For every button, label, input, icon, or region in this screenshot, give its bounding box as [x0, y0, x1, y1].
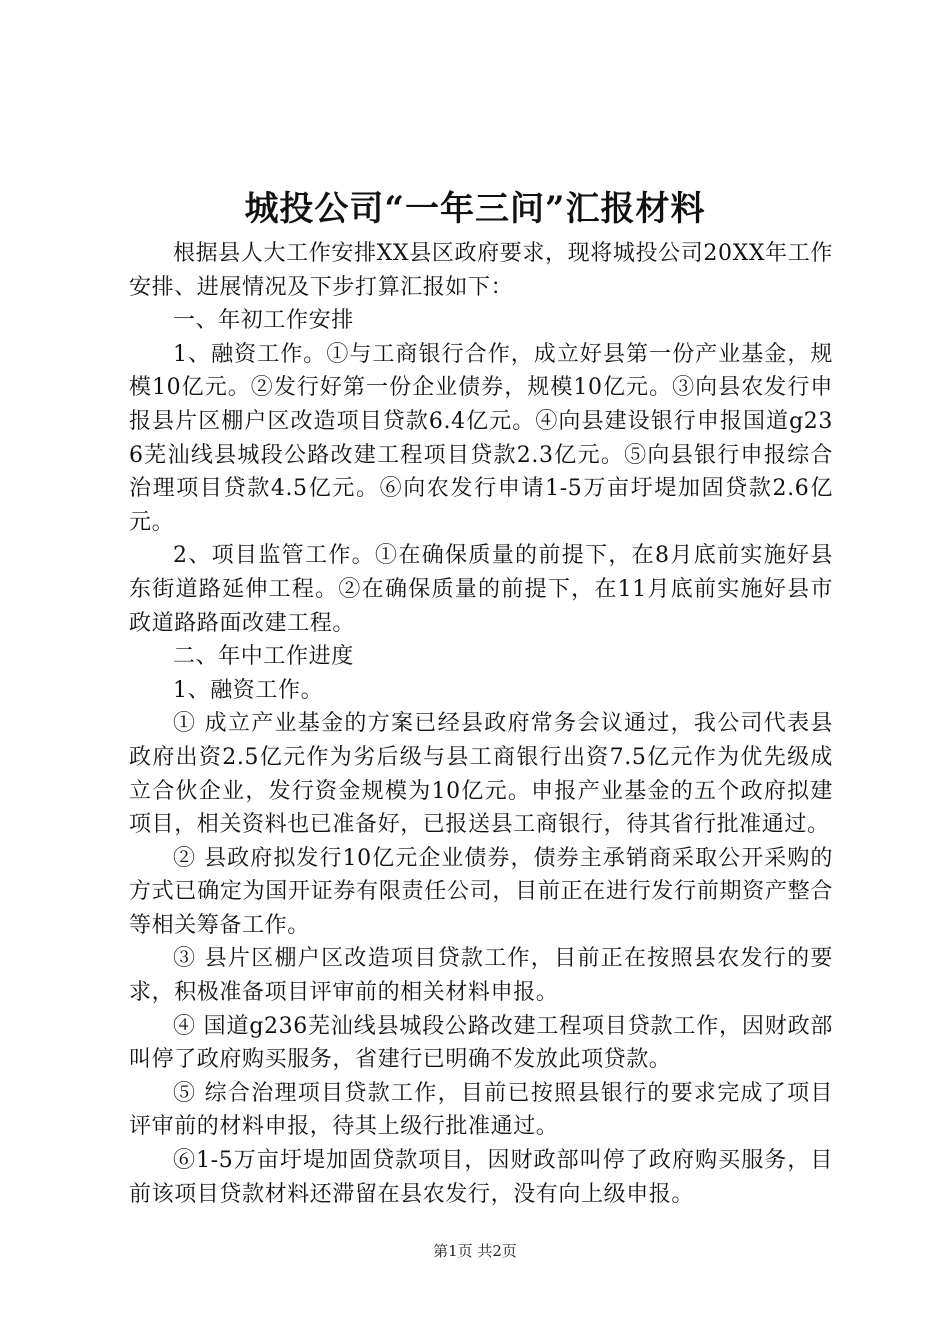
paragraph-embankment-loan: ⑥1-5万亩圩堤加固贷款项目，因财政部叫停了政府购买服务，目前该项目贷款材料还滞留在县农发行，没有向上级申报。	[129, 1148, 833, 1207]
paragraph-financing-plan: 1、融资工作。①与工商银行合作，成立好县第一份产业基金，规模10亿元。②发行好第一份企业债券，规模10亿元。③向县农发行申报县片区棚户区改造项目贷款6.4亿元。④向县建设银行申报国道g236芜汕线县城段公路改建工程项目贷款2.3亿元。⑤向县银行申报综合治理项目贷款4.5亿元。⑥向农发行申请1-5万亩圩堤加固贷款2.6亿元。	[129, 341, 833, 535]
paragraph-highway-loan: ④ 国道g236芜汕线县城段公路改建工程项目贷款工作，因财政部叫停了政府购买服务，省建行已明确不发放此项贷款。	[129, 1013, 833, 1073]
paragraph-governance-loan: ⑤ 综合治理项目贷款工作，目前已按照县银行的要求完成了项目评审前的材料申报，待其上级行批准通过。	[129, 1080, 833, 1140]
paragraph-industry-fund: ① 成立产业基金的方案已经县政府常务会议通过，我公司代表县政府出资2.5亿元作为劣后级与县工商银行出资7.5亿元作为优先级成立合伙企业，发行资金规模为10亿元。申报产业基金的五个政府拟建项目，相关资料也已准备好，已报送县工商银行，待其省行批准通过。	[129, 711, 833, 838]
paragraph-shantytown-loan: ③ 县片区棚户区改造项目贷款工作，目前正在按照县农发行的要求，积极准备项目评审前的相关材料申报。	[129, 946, 833, 1006]
heading-early-year-plan: 一、年初工作安排	[173, 308, 354, 334]
paragraph-project-supervision: 2、项目监管工作。①在确保质量的前提下，在8月底前实施好县东街道路延伸工程。②在确保质量的前提下，在11月底前实施好县市政道路路面改建工程。	[129, 543, 833, 636]
paragraph-corporate-bond: ② 县政府拟发行10亿元企业债券，债券主承销商采取公开采购的方式已确定为国开证券有限责任公司，目前正在进行发行前期资产整合等相关筹备工作。	[129, 845, 833, 938]
page-number-footer: 第1页 共2页	[433, 1242, 517, 1260]
document-title: 城投公司“一年三问”汇报材料	[244, 189, 706, 229]
document-body	[129, 237, 833, 1211]
paragraph-intro: 根据县人大工作安排XX县区政府要求，现将城投公司20XX年工作安排、进展情况及下步打算汇报如下：	[129, 241, 833, 300]
heading-mid-year-progress: 二、年中工作进度	[173, 644, 354, 670]
subheading-financing-work: 1、融资工作。	[173, 677, 324, 703]
